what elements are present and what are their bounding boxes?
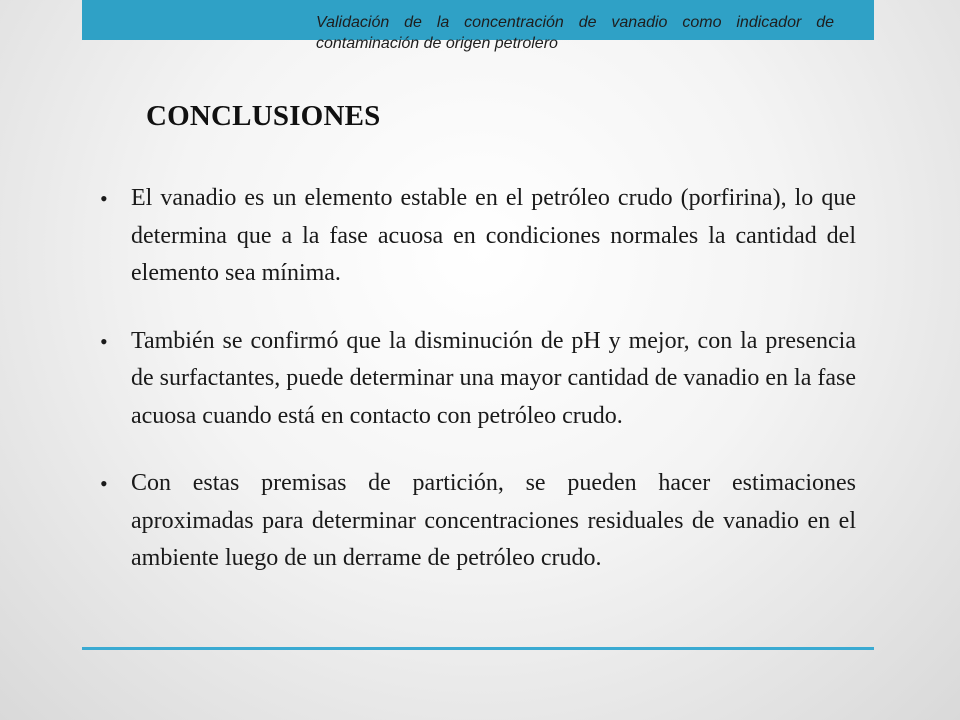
bullet-item	[100, 180, 856, 293]
footer-divider	[82, 647, 874, 650]
bullet-list	[100, 180, 856, 608]
bullet-item	[100, 323, 856, 436]
bullet-text: El vanadio es un elemento estable en el petróleo crudo (porfirina), lo que determina que a la fase acuosa en condiciones normales la cantidad del elemento sea mínima.	[131, 185, 856, 286]
bullet-item	[100, 465, 856, 578]
bullet-text: También se confirmó que la disminución de pH y mejor, con la presencia de surfactantes, puede determinar una mayor cantidad de vanadio en la fase acuosa cuando está en contacto con petróleo crudo.	[131, 327, 857, 429]
bullet-dot-icon: •	[100, 186, 108, 211]
slide-title: CONCLUSIONES	[146, 100, 381, 132]
bullet-dot-icon: •	[100, 328, 108, 354]
bullet-dot-icon: •	[100, 471, 108, 496]
bullet-text: Con estas premisas de partición, se pueden hacer estimaciones aproximadas para determinar concentraciones residuales de vanadio en el ambiente luego de un derrame de petróleo crudo.	[131, 470, 856, 571]
header-title: Validación de la concentración de vanadio como indicador de contaminación de origen petrolero	[316, 14, 834, 52]
